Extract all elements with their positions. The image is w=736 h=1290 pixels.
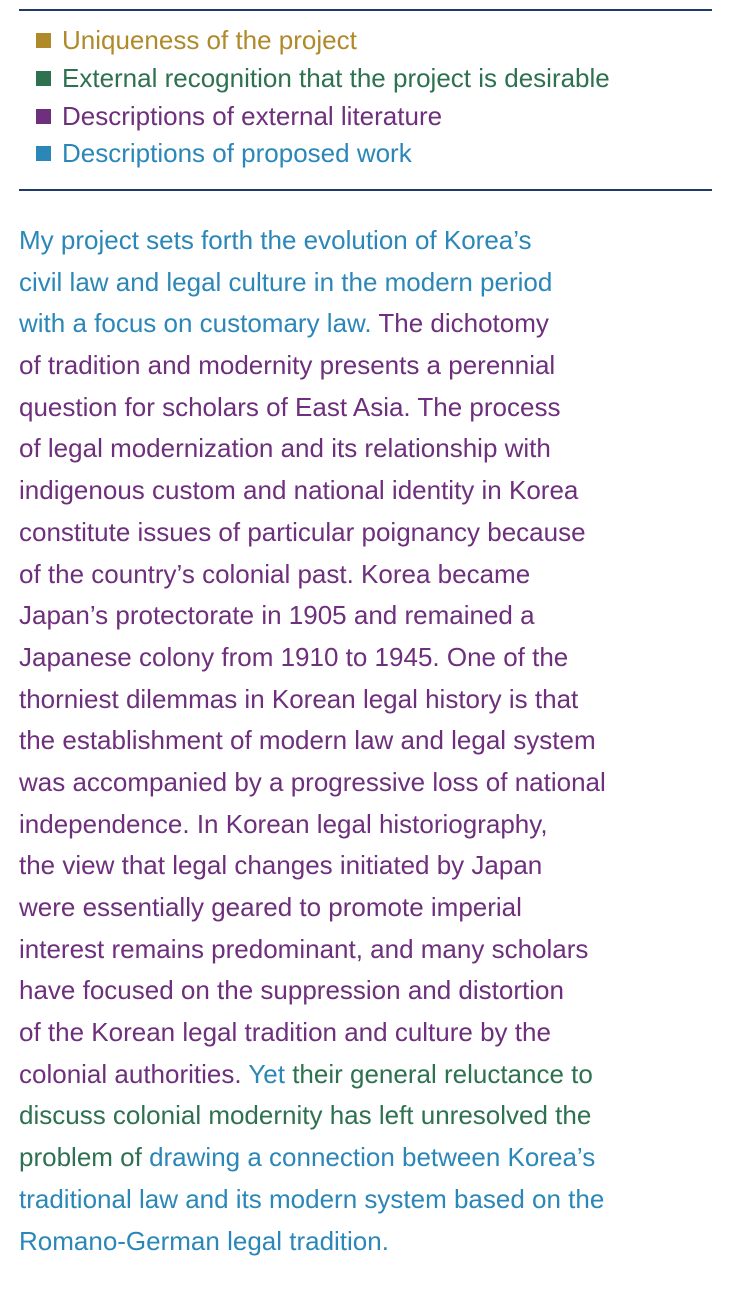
text-segment-literature: constitute issues of particular poignancy because	[19, 516, 586, 547]
text-segment-literature: of the country’s colonial past. Korea became	[19, 558, 531, 589]
text-segment-literature: thorniest dilemmas in Korean legal history is that	[19, 683, 579, 714]
legend-swatch-literature	[36, 109, 51, 124]
text-segment-literature: of the Korean legal tradition and culture by the	[19, 1017, 551, 1048]
paragraph-line	[19, 804, 719, 846]
legend-item-uniqueness	[36, 22, 610, 60]
legend-item-recognition	[36, 60, 610, 98]
text-segment-literature: Japan’s protectorate in 1905 and remained a	[19, 600, 535, 631]
paragraph-line	[19, 1137, 719, 1179]
paragraph-line	[19, 845, 719, 887]
text-segment-literature: was accompanied by a progressive loss of national	[19, 766, 606, 797]
legend-swatch-uniqueness	[36, 33, 51, 48]
text-segment-literature: The dichotomy	[371, 308, 549, 339]
color-legend	[36, 22, 610, 173]
text-segment-literature: of legal modernization and its relationship with	[19, 433, 551, 464]
text-segment-proposed: civil law and legal culture in the modern period	[19, 266, 553, 297]
paragraph-line	[19, 679, 719, 721]
text-segment-recognition: their general reluctance to	[284, 1058, 593, 1089]
paragraph-line	[19, 720, 719, 762]
text-segment-proposed: My project sets forth the evolution of Korea’s	[19, 225, 532, 255]
paragraph-line	[19, 303, 719, 345]
legend-item-proposed	[36, 135, 610, 173]
text-segment-literature: the view that legal changes initiated by Japan	[19, 850, 543, 881]
text-segment-recognition: problem of	[19, 1142, 142, 1173]
text-segment-proposed: with a focus on customary law.	[19, 308, 372, 339]
paragraph-line	[19, 1221, 719, 1263]
paragraph-line	[19, 428, 719, 470]
legend-swatch-proposed	[36, 146, 51, 161]
text-segment-recognition: discuss colonial modernity has left unresolved the	[19, 1100, 592, 1131]
paragraph-line	[19, 470, 719, 512]
legend-label: Descriptions of proposed work	[62, 138, 412, 169]
paragraph-line	[19, 512, 719, 554]
legend-label: Descriptions of external literature	[62, 100, 443, 131]
legend-swatch-recognition	[36, 71, 51, 86]
text-segment-literature: were essentially geared to promote imperial	[19, 892, 522, 922]
paragraph-line	[19, 345, 719, 387]
paragraph-line	[19, 762, 719, 804]
text-segment-literature: Japanese colony from 1910 to 1945. One of the	[19, 641, 569, 672]
legend-label: Uniqueness of the project	[62, 25, 357, 56]
text-segment-literature: independence. In Korean legal historiography,	[19, 808, 548, 839]
paragraph-line	[19, 262, 719, 304]
paragraph-line	[19, 1054, 719, 1096]
text-segment-literature: colonial authorities.	[19, 1058, 242, 1089]
text-segment-proposed: traditional law and its modern system based on the	[19, 1183, 605, 1214]
text-segment-proposed: Yet	[241, 1058, 285, 1089]
text-segment-literature: interest remains predominant, and many scholars	[19, 933, 589, 964]
text-segment-literature: question for scholars of East Asia. The process	[19, 391, 561, 422]
paragraph-line	[19, 595, 719, 637]
paragraph-line	[19, 1095, 719, 1137]
paragraph-line	[19, 1012, 719, 1054]
bottom-rule	[19, 189, 712, 191]
legend-label: External recognition that the project is desirable	[62, 63, 610, 94]
paragraph-line	[19, 387, 719, 429]
top-rule	[19, 9, 712, 11]
paragraph-line	[19, 1179, 719, 1221]
paragraph-line	[19, 887, 719, 929]
text-segment-literature: the establishment of modern law and legal system	[19, 725, 596, 756]
text-segment-literature: indigenous custom and national identity in Korea	[19, 475, 579, 506]
paragraph-line	[19, 929, 719, 971]
paragraph-line	[19, 220, 719, 262]
paragraph-line	[19, 554, 719, 596]
text-segment-literature: have focused on the suppression and distortion	[19, 975, 564, 1006]
legend-item-literature	[36, 97, 610, 135]
paragraph-line	[19, 637, 719, 679]
paragraph-line	[19, 970, 719, 1012]
annotated-paragraph	[19, 220, 719, 1262]
text-segment-literature: of tradition and modernity presents a perennial	[19, 350, 556, 381]
text-segment-proposed: drawing a connection between Korea’s	[141, 1142, 596, 1173]
text-segment-proposed: Romano-German legal tradition.	[19, 1225, 389, 1256]
